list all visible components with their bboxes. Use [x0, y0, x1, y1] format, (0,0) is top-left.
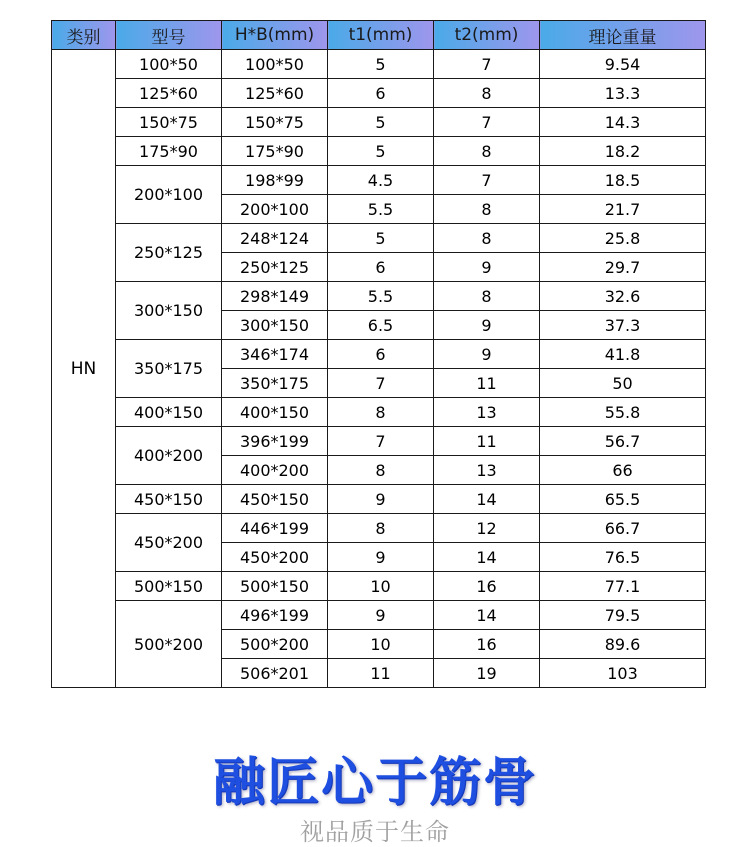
t1-cell: 11 — [328, 659, 434, 688]
table-body — [52, 50, 706, 688]
weight-cell: 29.7 — [540, 253, 706, 282]
model-cell: 400*150 — [116, 398, 222, 427]
t1-cell: 9 — [328, 601, 434, 630]
header-t1: t1(mm) — [328, 21, 434, 50]
weight-cell: 13.3 — [540, 79, 706, 108]
weight-cell: 37.3 — [540, 311, 706, 340]
t2-cell: 12 — [434, 514, 540, 543]
weight-cell: 32.6 — [540, 282, 706, 311]
table-row — [52, 137, 706, 166]
weight-cell: 79.5 — [540, 601, 706, 630]
table-row — [52, 485, 706, 514]
model-cell: 150*75 — [116, 108, 222, 137]
t1-cell: 8 — [328, 514, 434, 543]
hb-cell: 125*60 — [222, 79, 328, 108]
weight-cell: 55.8 — [540, 398, 706, 427]
t1-cell: 9 — [328, 543, 434, 572]
t1-cell: 6 — [328, 340, 434, 369]
table-row — [52, 601, 706, 630]
weight-cell: 41.8 — [540, 340, 706, 369]
weight-cell: 21.7 — [540, 195, 706, 224]
t2-cell: 11 — [434, 427, 540, 456]
weight-cell: 25.8 — [540, 224, 706, 253]
hb-cell: 200*100 — [222, 195, 328, 224]
model-cell: 300*150 — [116, 282, 222, 340]
hb-cell: 298*149 — [222, 282, 328, 311]
model-cell: 125*60 — [116, 79, 222, 108]
table-row — [52, 50, 706, 79]
weight-cell: 14.3 — [540, 108, 706, 137]
weight-cell: 9.54 — [540, 50, 706, 79]
model-cell: 100*50 — [116, 50, 222, 79]
hb-cell: 100*50 — [222, 50, 328, 79]
hb-cell: 248*124 — [222, 224, 328, 253]
hb-cell: 198*99 — [222, 166, 328, 195]
hb-cell: 500*200 — [222, 630, 328, 659]
t2-cell: 7 — [434, 166, 540, 195]
t1-cell: 6 — [328, 79, 434, 108]
model-cell: 350*175 — [116, 340, 222, 398]
weight-cell: 50 — [540, 369, 706, 398]
model-cell: 175*90 — [116, 137, 222, 166]
t1-cell: 6.5 — [328, 311, 434, 340]
hb-cell: 250*125 — [222, 253, 328, 282]
t2-cell: 19 — [434, 659, 540, 688]
t1-cell: 5.5 — [328, 195, 434, 224]
weight-cell: 18.2 — [540, 137, 706, 166]
t1-cell: 5 — [328, 50, 434, 79]
table-row — [52, 572, 706, 601]
subslogan: 视品质于生命 — [300, 818, 450, 846]
model-cell: 200*100 — [116, 166, 222, 224]
t1-cell: 5 — [328, 137, 434, 166]
table-row — [52, 79, 706, 108]
table-row — [52, 427, 706, 456]
t1-cell: 4.5 — [328, 166, 434, 195]
t2-cell: 14 — [434, 601, 540, 630]
t1-cell: 8 — [328, 398, 434, 427]
weight-cell: 66 — [540, 456, 706, 485]
model-cell: 400*200 — [116, 427, 222, 485]
model-cell: 250*125 — [116, 224, 222, 282]
header-hb: H*B(mm) — [222, 21, 328, 50]
t2-cell: 9 — [434, 340, 540, 369]
t2-cell: 8 — [434, 79, 540, 108]
t2-cell: 9 — [434, 311, 540, 340]
t2-cell: 8 — [434, 137, 540, 166]
header-category: 类别 — [52, 21, 116, 50]
weight-cell: 56.7 — [540, 427, 706, 456]
hb-cell: 400*200 — [222, 456, 328, 485]
weight-cell: 89.6 — [540, 630, 706, 659]
table-row — [52, 166, 706, 195]
hb-cell: 400*150 — [222, 398, 328, 427]
t1-cell: 5 — [328, 108, 434, 137]
t2-cell: 8 — [434, 282, 540, 311]
t1-cell: 10 — [328, 572, 434, 601]
hb-cell: 446*199 — [222, 514, 328, 543]
table-row — [52, 398, 706, 427]
weight-cell: 103 — [540, 659, 706, 688]
table-row — [52, 108, 706, 137]
hb-cell: 346*174 — [222, 340, 328, 369]
model-cell: 450*200 — [116, 514, 222, 572]
weight-cell: 76.5 — [540, 543, 706, 572]
hb-cell: 500*150 — [222, 572, 328, 601]
t2-cell: 8 — [434, 195, 540, 224]
spec-table — [51, 20, 706, 688]
hb-cell: 150*75 — [222, 108, 328, 137]
hb-cell: 450*150 — [222, 485, 328, 514]
t2-cell: 13 — [434, 456, 540, 485]
weight-cell: 65.5 — [540, 485, 706, 514]
t2-cell: 14 — [434, 543, 540, 572]
header-t2: t2(mm) — [434, 21, 540, 50]
t2-cell: 11 — [434, 369, 540, 398]
weight-cell: 77.1 — [540, 572, 706, 601]
hb-cell: 350*175 — [222, 369, 328, 398]
t1-cell: 5.5 — [328, 282, 434, 311]
hb-cell: 496*199 — [222, 601, 328, 630]
t1-cell: 5 — [328, 224, 434, 253]
table-row — [52, 282, 706, 311]
t2-cell: 7 — [434, 50, 540, 79]
t2-cell: 8 — [434, 224, 540, 253]
t2-cell: 14 — [434, 485, 540, 514]
table-row — [52, 340, 706, 369]
t2-cell: 9 — [434, 253, 540, 282]
weight-cell: 18.5 — [540, 166, 706, 195]
t1-cell: 9 — [328, 485, 434, 514]
table-row — [52, 224, 706, 253]
t1-cell: 8 — [328, 456, 434, 485]
table-row — [52, 514, 706, 543]
table-header-row — [52, 21, 706, 50]
t2-cell: 13 — [434, 398, 540, 427]
t1-cell: 7 — [328, 369, 434, 398]
t1-cell: 7 — [328, 427, 434, 456]
t2-cell: 16 — [434, 572, 540, 601]
hb-cell: 300*150 — [222, 311, 328, 340]
weight-cell: 66.7 — [540, 514, 706, 543]
model-cell: 450*150 — [116, 485, 222, 514]
t1-cell: 6 — [328, 253, 434, 282]
header-model: 型号 — [116, 21, 222, 50]
header-weight: 理论重量 — [540, 21, 706, 50]
hb-cell: 506*201 — [222, 659, 328, 688]
slogan: 融匠心于筋骨 — [212, 753, 537, 813]
hb-cell: 175*90 — [222, 137, 328, 166]
t2-cell: 7 — [434, 108, 540, 137]
category-cell: HN — [52, 50, 116, 688]
t2-cell: 16 — [434, 630, 540, 659]
t1-cell: 10 — [328, 630, 434, 659]
model-cell: 500*150 — [116, 572, 222, 601]
hb-cell: 396*199 — [222, 427, 328, 456]
model-cell: 500*200 — [116, 601, 222, 688]
hb-cell: 450*200 — [222, 543, 328, 572]
